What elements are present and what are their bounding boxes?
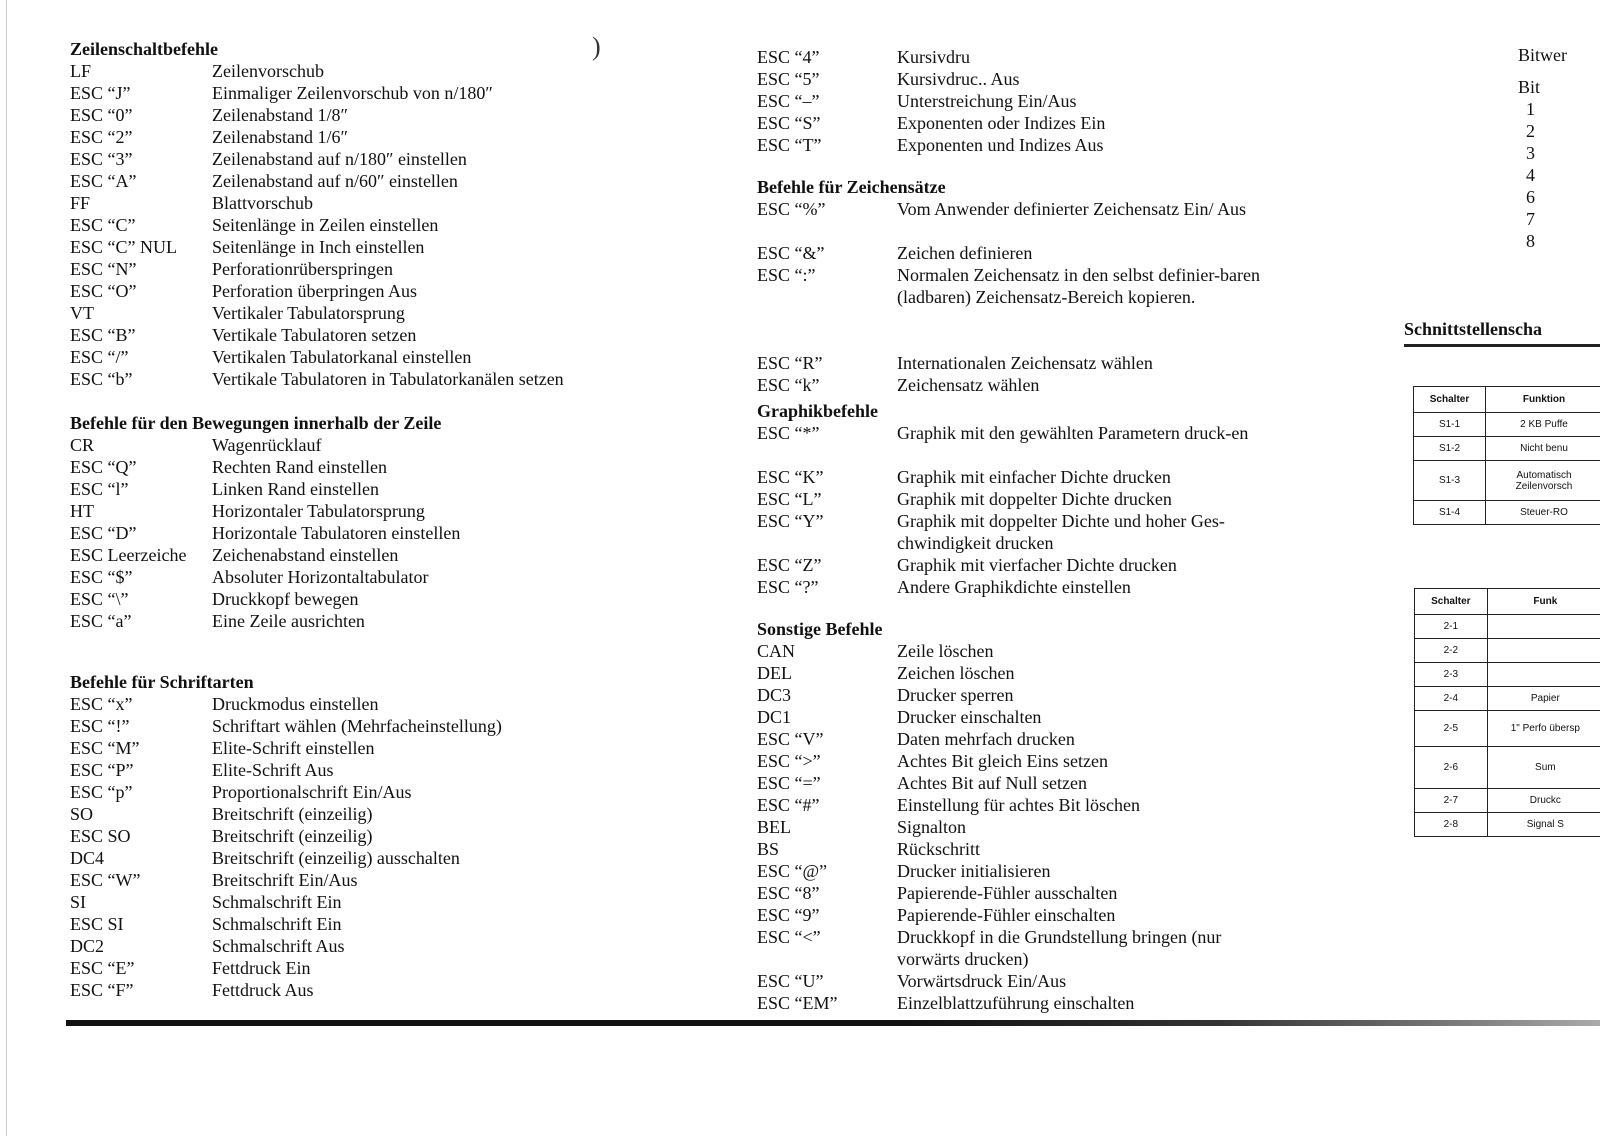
command-row <box>757 706 1317 728</box>
command-row <box>70 104 630 126</box>
command-code: ESC “>” <box>757 751 821 771</box>
command-description: Zeichenabstand einstellen <box>212 545 399 565</box>
command-code: ESC “Y” <box>757 511 824 531</box>
command-description: Schmalschrift Ein <box>212 892 342 912</box>
command-description: Seitenlänge in Zeilen einstellen <box>212 215 439 235</box>
command-description: Zeilenabstand 1/6″ <box>212 127 348 147</box>
command-description: Perforationrüberspringen <box>212 259 393 279</box>
command-code: ESC “C” NUL <box>70 237 177 257</box>
command-description: Breitschrift (einzeilig) <box>212 826 373 846</box>
command-code: ESC “–” <box>757 91 820 111</box>
command-row <box>70 258 630 280</box>
table-header: Schalter <box>1414 387 1486 413</box>
table-row <box>1415 639 1600 663</box>
command-row <box>757 794 1317 816</box>
command-description: Vertikale Tabulatoren setzen <box>212 325 417 345</box>
bit-label: Bit <box>1518 77 1541 97</box>
table-header: Funk <box>1487 589 1600 615</box>
bit-number: 1 <box>1526 99 1535 119</box>
command-row <box>757 46 1317 68</box>
section-title: Graphikbefehle <box>757 401 879 421</box>
command-code: ESC “E” <box>70 958 135 978</box>
command-description: Fettdruck Aus <box>212 980 314 1000</box>
switch-function <box>1487 615 1600 639</box>
command-description: Zeile löschen <box>897 641 994 661</box>
command-code: ESC “=” <box>757 773 821 793</box>
command-code: ESC “/” <box>70 347 129 367</box>
table-row <box>1415 813 1600 837</box>
command-row <box>70 935 630 957</box>
command-description: Breitschrift (einzeilig) ausschalten <box>212 848 460 868</box>
command-code: ESC “W” <box>70 870 141 890</box>
command-description: Wagenrücklauf <box>212 435 322 455</box>
command-description: Druckmodus einstellen <box>212 694 379 714</box>
switch-id: 2-3 <box>1415 663 1488 687</box>
switch-function <box>1487 639 1600 663</box>
command-description: Proportionalschrift Ein/Aus <box>212 782 412 802</box>
command-row <box>757 684 1317 706</box>
command-code: SO <box>70 804 94 824</box>
command-code: ESC “O” <box>70 281 137 301</box>
command-code: BS <box>757 839 780 859</box>
switch-id: 2-4 <box>1415 687 1488 711</box>
command-code: ESC “k” <box>757 375 820 395</box>
command-code: ESC “:” <box>757 265 816 285</box>
command-description: Zeichen definieren <box>897 243 1033 263</box>
switch-id: 2-2 <box>1415 639 1488 663</box>
title-underline <box>1404 344 1600 347</box>
command-description: Horizontale Tabulatoren einstellen <box>212 523 461 543</box>
command-row <box>70 610 630 632</box>
command-row <box>70 302 630 324</box>
command-code: ESC “x” <box>70 694 133 714</box>
command-code: ESC “J” <box>70 83 131 103</box>
command-code: ESC “A” <box>70 171 137 191</box>
command-code: ESC “5” <box>757 69 820 89</box>
command-description: Zeilenabstand 1/8″ <box>212 105 348 125</box>
switch-id: S1-3 <box>1414 461 1486 501</box>
table-row <box>1414 461 1600 501</box>
command-description: Schmalschrift Aus <box>212 936 345 956</box>
command-description: Eine Zeile ausrichten <box>212 611 365 631</box>
switch-id: 2-5 <box>1415 711 1488 747</box>
command-row <box>70 126 630 148</box>
command-row <box>70 957 630 979</box>
command-section <box>757 400 1249 597</box>
command-code: BEL <box>757 817 791 837</box>
command-description: Exponenten und Indizes Aus <box>897 135 1104 155</box>
command-row <box>757 466 1317 488</box>
command-description: Drucker initialisieren <box>897 861 1051 881</box>
command-code: ESC “*” <box>757 423 820 443</box>
command-description: Graphik mit einfacher Dichte drucken <box>897 467 1171 487</box>
command-row <box>757 750 1317 772</box>
command-code: ESC “!” <box>70 716 130 736</box>
switch-id: S1-4 <box>1414 501 1486 525</box>
command-code: ESC “8” <box>757 883 820 903</box>
command-code: ESC SO <box>70 826 131 846</box>
command-description: Rechten Rand einstellen <box>212 457 387 477</box>
switch-id: S1-2 <box>1414 437 1486 461</box>
command-description: Horizontaler Tabulatorsprung <box>212 501 425 521</box>
command-row <box>757 728 1317 750</box>
switch-function: Automatisch Zeilenvorsch <box>1486 461 1600 501</box>
command-description: Zeilenabstand auf n/60″ einstellen <box>212 171 458 191</box>
command-code: ESC “V” <box>757 729 824 749</box>
command-description: Vom Anwender definierter Zeichensatz Ein/ Aus <box>897 199 1247 219</box>
command-section <box>70 671 502 1000</box>
command-section <box>70 412 461 631</box>
command-description: Blattvorschub <box>212 193 313 213</box>
command-code: ESC “@” <box>757 861 828 881</box>
command-row <box>757 970 1317 992</box>
command-row <box>757 882 1317 904</box>
command-code: ESC SI <box>70 914 124 934</box>
command-description: Papierende-Fühler ausschalten <box>897 883 1118 903</box>
command-description: Linken Rand einstellen <box>212 479 379 499</box>
switch-function: Sum <box>1487 747 1600 789</box>
command-code: CR <box>70 435 95 455</box>
switch-id: 2-8 <box>1415 813 1488 837</box>
command-row <box>757 554 1317 576</box>
switch-function: Papier <box>1487 687 1600 711</box>
command-description: Andere Graphikdichte einstellen <box>897 577 1131 597</box>
command-code: ESC “U” <box>757 971 824 991</box>
command-description: Einzelblattzuführung einschalten <box>897 993 1135 1013</box>
command-code: ESC “\” <box>70 589 129 609</box>
command-code: ESC “EM” <box>757 993 838 1013</box>
command-row <box>70 693 630 715</box>
command-description: Einstellung für achtes Bit löschen <box>897 795 1140 815</box>
command-row <box>70 214 630 236</box>
switch-id: 2-6 <box>1415 747 1488 789</box>
command-code: DEL <box>757 663 792 683</box>
command-row <box>757 838 1317 860</box>
table-row <box>1414 437 1600 461</box>
table-row <box>1415 615 1600 639</box>
command-row <box>70 236 630 258</box>
command-code: DC4 <box>70 848 105 868</box>
command-row <box>757 112 1317 134</box>
command-row <box>757 576 1317 598</box>
section-title: Befehle für Zeichensätze <box>757 177 946 197</box>
command-code: ESC “F” <box>70 980 134 1000</box>
command-row <box>757 374 1317 396</box>
command-row <box>757 264 1317 330</box>
command-code: ESC “b” <box>70 369 133 389</box>
command-description: Absoluter Horizontaltabulator <box>212 567 429 587</box>
command-code: ESC “2” <box>70 127 133 147</box>
command-code: ESC “l” <box>70 479 129 499</box>
switch-id: 2-7 <box>1415 789 1488 813</box>
command-code: ESC “%” <box>757 199 826 219</box>
command-row <box>70 192 630 214</box>
command-description: Kursivdru <box>897 47 970 67</box>
command-row <box>70 60 630 82</box>
bitwert-heading: Bitwer <box>1518 45 1567 65</box>
command-code: ESC Leerzeiche <box>70 545 187 565</box>
command-code: ESC “3” <box>70 149 133 169</box>
bit-number: 7 <box>1526 209 1535 229</box>
command-row <box>70 82 630 104</box>
command-row <box>70 434 630 456</box>
command-description: Elite-Schrift einstellen <box>212 738 375 758</box>
command-code: ESC “L” <box>757 489 822 509</box>
interface-switch-title: Schnittstellenscha <box>1404 319 1543 339</box>
bottom-rule <box>66 1020 1600 1026</box>
command-row <box>70 979 630 1001</box>
command-row <box>757 640 1317 662</box>
command-code: ESC “a” <box>70 611 132 631</box>
command-code: ESC “S” <box>757 113 821 133</box>
command-row <box>757 488 1317 510</box>
command-description: Druckkopf bewegen <box>212 589 359 609</box>
command-code: LF <box>70 61 92 81</box>
command-code: ESC “M” <box>70 738 140 758</box>
switch-id: S1-1 <box>1414 413 1486 437</box>
bit-list <box>1526 98 1535 252</box>
command-row <box>70 324 630 346</box>
command-row <box>70 847 630 869</box>
command-description: Zeichensatz wählen <box>897 375 1040 395</box>
command-code: ESC “P” <box>70 760 134 780</box>
command-section <box>70 38 564 389</box>
command-row <box>70 456 630 478</box>
table-row <box>1414 413 1600 437</box>
command-row <box>757 772 1317 794</box>
command-description: Perforation überpringen Aus <box>212 281 417 301</box>
switch-function: Signal S <box>1487 813 1600 837</box>
bit-number: 4 <box>1526 165 1535 185</box>
command-row <box>70 346 630 368</box>
command-row <box>70 368 630 390</box>
table-row <box>1415 663 1600 687</box>
bit-number: 8 <box>1526 231 1535 251</box>
command-row <box>757 242 1317 264</box>
switch-function: 1" Perfo übersp <box>1487 711 1600 747</box>
command-description: Druckkopf in die Grundstellung bringen (nur vorwärts drucken) <box>897 927 1222 969</box>
command-row <box>757 510 1317 554</box>
command-row <box>70 544 630 566</box>
switch-table-1 <box>1413 386 1600 525</box>
command-description: Elite-Schrift Aus <box>212 760 334 780</box>
command-code: ESC “9” <box>757 905 820 925</box>
switch-function <box>1487 663 1600 687</box>
command-description: Breitschrift Ein/Aus <box>212 870 358 890</box>
command-description: Schriftart wählen (Mehrfacheinstellung) <box>212 716 502 736</box>
command-code: ESC “K” <box>757 467 824 487</box>
bit-number: 3 <box>1526 143 1535 163</box>
table-row <box>1415 687 1600 711</box>
command-code: DC3 <box>757 685 792 705</box>
command-row <box>70 522 630 544</box>
command-row <box>70 566 630 588</box>
command-row <box>70 737 630 759</box>
command-row <box>70 148 630 170</box>
command-code: DC1 <box>757 707 792 727</box>
command-code: HT <box>70 501 94 521</box>
command-row <box>757 90 1317 112</box>
section-title: Befehle für Schriftarten <box>70 672 254 692</box>
command-description: Graphik mit den gewählten Parametern druck-en <box>897 423 1249 443</box>
table-row <box>1414 501 1600 525</box>
switch-function: Druckc <box>1487 789 1600 813</box>
command-description: Drucker sperren <box>897 685 1014 705</box>
bit-number: 6 <box>1526 187 1535 207</box>
command-row <box>757 904 1317 926</box>
command-row <box>757 134 1317 156</box>
page-edge-line <box>6 0 7 1136</box>
command-code: VT <box>70 303 94 323</box>
command-row <box>70 759 630 781</box>
command-row <box>70 913 630 935</box>
switch-function: 2 KB Puffe <box>1486 413 1600 437</box>
command-description: Daten mehrfach drucken <box>897 729 1075 749</box>
command-code: ESC “#” <box>757 795 820 815</box>
command-code: ESC “0” <box>70 105 133 125</box>
command-description: Breitschrift (einzeilig) <box>212 804 373 824</box>
command-description: Seitenlänge in Inch einstellen <box>212 237 425 257</box>
command-description: Zeichen löschen <box>897 663 1015 683</box>
command-code: ESC “<” <box>757 927 821 947</box>
command-row <box>70 781 630 803</box>
command-code: ESC “D” <box>70 523 137 543</box>
command-description: Einmaliger Zeilenvorschub von n/180″ <box>212 83 493 103</box>
command-code: ESC “C” <box>70 215 136 235</box>
command-row <box>70 803 630 825</box>
command-row <box>757 198 1317 242</box>
command-description: Achtes Bit gleich Eins setzen <box>897 751 1108 771</box>
command-description: Vertikale Tabulatoren in Tabulatorkanälen setzen <box>212 369 564 389</box>
command-code: ESC “&” <box>757 243 825 263</box>
command-row <box>70 825 630 847</box>
command-row <box>757 68 1317 90</box>
switch-function: Nicht benu <box>1486 437 1600 461</box>
command-row <box>70 280 630 302</box>
command-row <box>757 926 1317 970</box>
command-code: ESC “N” <box>70 259 137 279</box>
section-title: Zeilenschaltbefehle <box>70 39 218 59</box>
command-code: ESC “B” <box>70 325 136 345</box>
command-description: Drucker einschalten <box>897 707 1042 727</box>
table-row <box>1415 789 1600 813</box>
command-code: FF <box>70 193 91 213</box>
command-description: Kursivdruc.. Aus <box>897 69 1020 89</box>
command-description: Schmalschrift Ein <box>212 914 342 934</box>
command-description: Papierende-Fühler einschalten <box>897 905 1116 925</box>
command-description: Vertikaler Tabulatorsprung <box>212 303 405 323</box>
table-header: Schalter <box>1415 589 1488 615</box>
command-description: Graphik mit doppelter Dichte und hoher Ges-chwindigkeit drucken <box>897 511 1225 553</box>
command-description: Exponenten oder Indizes Ein <box>897 113 1106 133</box>
section-title: Sonstige Befehle <box>757 619 883 639</box>
command-row <box>757 662 1317 684</box>
command-code: ESC “4” <box>757 47 820 67</box>
command-code: DC2 <box>70 936 105 956</box>
command-code: CAN <box>757 641 796 661</box>
command-row <box>70 891 630 913</box>
command-code: ESC “Q” <box>70 457 137 477</box>
command-code: ESC “Z” <box>757 555 822 575</box>
command-code: ESC “T” <box>757 135 822 155</box>
command-row <box>70 170 630 192</box>
table-row <box>1415 747 1600 789</box>
switch-function: Steuer-RO <box>1486 501 1600 525</box>
command-row <box>70 478 630 500</box>
command-code: SI <box>70 892 87 912</box>
table-row <box>1415 711 1600 747</box>
command-description: Normalen Zeichensatz in den selbst definier-baren (ladbaren) Zeichensatz-Bereich kopieren. <box>897 265 1260 307</box>
switch-table-2 <box>1414 588 1600 837</box>
command-row <box>757 992 1317 1014</box>
section-title: Befehle für den Bewegungen innerhalb der Zeile <box>70 413 442 433</box>
command-description: Zeilenabstand auf n/180″ einstellen <box>212 149 467 169</box>
command-description: Graphik mit vierfacher Dichte drucken <box>897 555 1177 575</box>
command-code: ESC “R” <box>757 353 823 373</box>
command-description: Achtes Bit auf Null setzen <box>897 773 1087 793</box>
command-code: ESC “$” <box>70 567 133 587</box>
command-row <box>757 352 1317 374</box>
command-description: Signalton <box>897 817 967 837</box>
command-section <box>757 618 1222 1013</box>
command-description: Rückschritt <box>897 839 980 859</box>
bracket-mark: ) <box>592 32 601 61</box>
command-row <box>70 715 630 737</box>
command-row <box>757 816 1317 838</box>
command-description: Zeilenvorschub <box>212 61 324 81</box>
command-description: Vertikalen Tabulatorkanal einstellen <box>212 347 472 367</box>
command-description: Graphik mit doppelter Dichte drucken <box>897 489 1172 509</box>
command-description: Unterstreichung Ein/Aus <box>897 91 1077 111</box>
command-description: Fettdruck Ein <box>212 958 311 978</box>
command-description: Vorwärtsdruck Ein/Aus <box>897 971 1067 991</box>
command-row <box>757 860 1317 882</box>
table-header: Funktion <box>1486 387 1600 413</box>
command-row <box>70 869 630 891</box>
command-description: Internationalen Zeichensatz wählen <box>897 353 1153 373</box>
command-code: ESC “?” <box>757 577 819 597</box>
bit-number: 2 <box>1526 121 1535 141</box>
switch-id: 2-1 <box>1415 615 1488 639</box>
command-row <box>757 422 1317 466</box>
command-code: ESC “p” <box>70 782 133 802</box>
command-row <box>70 500 630 522</box>
command-section <box>757 176 1260 395</box>
command-row <box>70 588 630 610</box>
